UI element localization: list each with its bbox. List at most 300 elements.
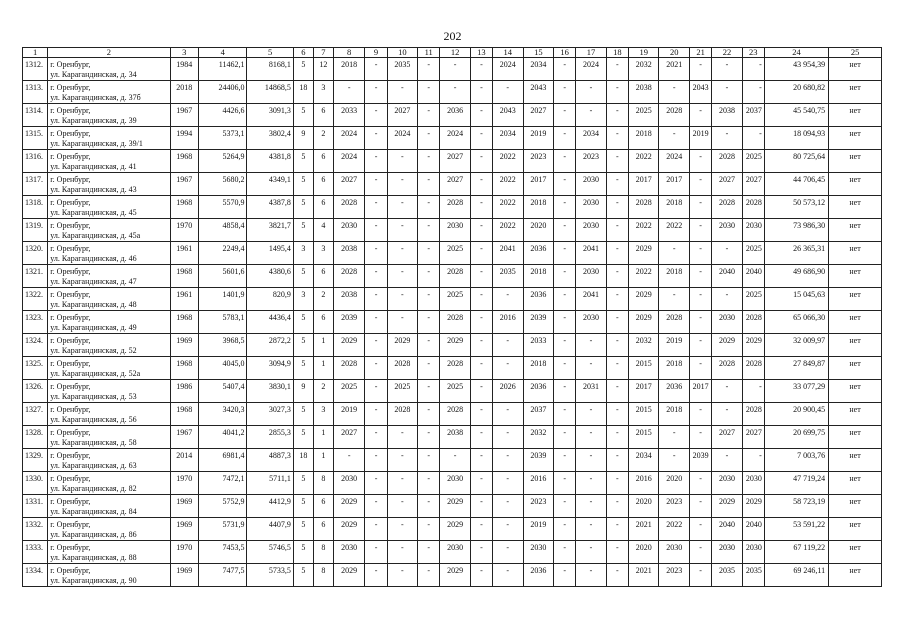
cell-col-9: - xyxy=(365,150,387,173)
cell-col-18: - xyxy=(606,495,628,518)
cell-col-25: нет xyxy=(829,81,882,104)
row-number: 1329. xyxy=(23,449,48,472)
cell-col-11: - xyxy=(418,104,440,127)
cell-col-25: нет xyxy=(829,541,882,564)
table-row xyxy=(23,219,882,242)
address-city: г. Оренбург, xyxy=(50,336,91,345)
cell-col-24: 49 686,90 xyxy=(764,265,828,288)
cell-col-14: 2016 xyxy=(492,311,523,334)
column-header: 1 xyxy=(23,48,48,58)
row-number: 1333. xyxy=(23,541,48,564)
cell-col-5: 5733,5 xyxy=(247,564,293,587)
cell-col-5: 4436,4 xyxy=(247,311,293,334)
cell-col-12: 2028 xyxy=(440,357,471,380)
cell-col-7: 6 xyxy=(313,104,333,127)
table-row xyxy=(23,311,882,334)
cell-col-20: - xyxy=(659,288,690,311)
cell-col-17: - xyxy=(576,426,607,449)
address-cell xyxy=(48,265,170,288)
cell-col-17: 2023 xyxy=(576,150,607,173)
cell-col-7: 2 xyxy=(313,127,333,150)
cell-col-6: 5 xyxy=(293,58,313,81)
address-street: ул. Карагандинская, д. 86 xyxy=(50,530,137,539)
cell-col-6: 3 xyxy=(293,288,313,311)
cell-col-23: 2030 xyxy=(742,472,764,495)
cell-col-21: - xyxy=(690,265,712,288)
cell-col-5: 4349,1 xyxy=(247,173,293,196)
address-city: г. Оренбург, xyxy=(50,474,91,483)
address-city: г. Оренбург, xyxy=(50,221,91,230)
cell-col-13: - xyxy=(470,288,492,311)
cell-col-23: - xyxy=(742,380,764,403)
table-row xyxy=(23,472,882,495)
cell-col-17: 2030 xyxy=(576,311,607,334)
cell-col-3: 1969 xyxy=(170,334,198,357)
cell-col-7: 3 xyxy=(313,242,333,265)
cell-col-25: нет xyxy=(829,357,882,380)
address-street: ул. Карагандинская, д. 82 xyxy=(50,484,137,493)
cell-col-7: 6 xyxy=(313,265,333,288)
cell-col-10: - xyxy=(387,311,418,334)
column-header: 4 xyxy=(198,48,246,58)
cell-col-25: нет xyxy=(829,564,882,587)
cell-col-10: - xyxy=(387,242,418,265)
cell-col-4: 4426,6 xyxy=(198,104,246,127)
cell-col-18: - xyxy=(606,472,628,495)
column-header: 20 xyxy=(659,48,690,58)
cell-col-24: 80 725,64 xyxy=(764,150,828,173)
row-number: 1313. xyxy=(23,81,48,104)
cell-col-15: 2036 xyxy=(523,564,554,587)
cell-col-12: 2029 xyxy=(440,495,471,518)
cell-col-24: 26 365,31 xyxy=(764,242,828,265)
cell-col-17: 2030 xyxy=(576,173,607,196)
cell-col-15: 2039 xyxy=(523,449,554,472)
address-city: г. Оренбург, xyxy=(50,566,91,575)
cell-col-25: нет xyxy=(829,426,882,449)
cell-col-10: - xyxy=(387,564,418,587)
table-row xyxy=(23,58,882,81)
cell-col-17: 2030 xyxy=(576,265,607,288)
cell-col-6: 5 xyxy=(293,334,313,357)
cell-col-3: 1967 xyxy=(170,173,198,196)
cell-col-23: 2029 xyxy=(742,495,764,518)
cell-col-12: 2030 xyxy=(440,219,471,242)
row-number: 1328. xyxy=(23,426,48,449)
cell-col-18: - xyxy=(606,334,628,357)
column-header: 11 xyxy=(418,48,440,58)
column-number-row xyxy=(23,48,882,58)
cell-col-25: нет xyxy=(829,495,882,518)
cell-col-12: 2027 xyxy=(440,173,471,196)
cell-col-19: 2025 xyxy=(628,104,659,127)
cell-col-13: - xyxy=(470,541,492,564)
cell-col-6: 9 xyxy=(293,380,313,403)
cell-col-24: 20 699,75 xyxy=(764,426,828,449)
cell-col-19: 2034 xyxy=(628,449,659,472)
address-street: ул. Карагандинская, д. 34 xyxy=(50,70,137,79)
cell-col-18: - xyxy=(606,288,628,311)
cell-col-11: - xyxy=(418,564,440,587)
cell-col-20: 2018 xyxy=(659,196,690,219)
cell-col-16: - xyxy=(554,495,576,518)
cell-col-5: 5711,1 xyxy=(247,472,293,495)
cell-col-7: 3 xyxy=(313,403,333,426)
cell-col-12: 2027 xyxy=(440,150,471,173)
table-row xyxy=(23,449,882,472)
cell-col-7: 2 xyxy=(313,288,333,311)
cell-col-4: 4041,2 xyxy=(198,426,246,449)
cell-col-21: - xyxy=(690,541,712,564)
cell-col-8: - xyxy=(333,449,365,472)
cell-col-8: 2030 xyxy=(333,219,365,242)
cell-col-10: - xyxy=(387,495,418,518)
cell-col-10: - xyxy=(387,150,418,173)
cell-col-24: 65 066,30 xyxy=(764,311,828,334)
cell-col-17: 2034 xyxy=(576,127,607,150)
cell-col-3: 1969 xyxy=(170,518,198,541)
cell-col-4: 7472,1 xyxy=(198,472,246,495)
address-cell xyxy=(48,380,170,403)
row-number: 1314. xyxy=(23,104,48,127)
cell-col-17: - xyxy=(576,449,607,472)
table-row xyxy=(23,242,882,265)
cell-col-16: - xyxy=(554,403,576,426)
cell-col-22: - xyxy=(712,242,743,265)
address-cell xyxy=(48,104,170,127)
cell-col-15: 2023 xyxy=(523,495,554,518)
cell-col-14: 2022 xyxy=(492,173,523,196)
cell-col-23: 2025 xyxy=(742,242,764,265)
row-number: 1332. xyxy=(23,518,48,541)
cell-col-20: 2028 xyxy=(659,311,690,334)
cell-col-20: 2017 xyxy=(659,173,690,196)
cell-col-18: - xyxy=(606,265,628,288)
cell-col-12: 2028 xyxy=(440,265,471,288)
cell-col-21: - xyxy=(690,472,712,495)
cell-col-3: 1968 xyxy=(170,265,198,288)
cell-col-13: - xyxy=(470,472,492,495)
address-street: ул. Карагандинская, д. 46 xyxy=(50,254,137,263)
cell-col-9: - xyxy=(365,541,387,564)
cell-col-3: 2014 xyxy=(170,449,198,472)
cell-col-11: - xyxy=(418,150,440,173)
cell-col-13: - xyxy=(470,104,492,127)
cell-col-5: 1495,4 xyxy=(247,242,293,265)
cell-col-14: - xyxy=(492,541,523,564)
cell-col-4: 7477,5 xyxy=(198,564,246,587)
cell-col-19: 2020 xyxy=(628,495,659,518)
cell-col-22: - xyxy=(712,449,743,472)
cell-col-5: 5746,5 xyxy=(247,541,293,564)
cell-col-6: 5 xyxy=(293,219,313,242)
cell-col-22: 2027 xyxy=(712,173,743,196)
row-number: 1321. xyxy=(23,265,48,288)
address-street: ул. Карагандинская, д. 48 xyxy=(50,300,137,309)
cell-col-10: - xyxy=(387,426,418,449)
cell-col-6: 5 xyxy=(293,104,313,127)
address-street: ул. Карагандинская, д. 39 xyxy=(50,116,137,125)
cell-col-12: 2038 xyxy=(440,426,471,449)
row-number: 1325. xyxy=(23,357,48,380)
cell-col-14: - xyxy=(492,288,523,311)
cell-col-19: 2015 xyxy=(628,426,659,449)
cell-col-8: 2028 xyxy=(333,265,365,288)
row-number: 1318. xyxy=(23,196,48,219)
cell-col-14: 2034 xyxy=(492,127,523,150)
capital-repair-table xyxy=(22,47,882,587)
address-cell xyxy=(48,334,170,357)
cell-col-11: - xyxy=(418,472,440,495)
cell-col-17: - xyxy=(576,472,607,495)
address-cell xyxy=(48,357,170,380)
cell-col-18: - xyxy=(606,518,628,541)
cell-col-22: - xyxy=(712,403,743,426)
cell-col-7: 1 xyxy=(313,334,333,357)
cell-col-12: 2029 xyxy=(440,518,471,541)
cell-col-20: 2018 xyxy=(659,265,690,288)
cell-col-22: 2040 xyxy=(712,518,743,541)
cell-col-14: - xyxy=(492,426,523,449)
cell-col-16: - xyxy=(554,541,576,564)
cell-col-3: 1967 xyxy=(170,104,198,127)
cell-col-19: 2017 xyxy=(628,173,659,196)
cell-col-11: - xyxy=(418,127,440,150)
cell-col-9: - xyxy=(365,426,387,449)
cell-col-24: 7 003,76 xyxy=(764,449,828,472)
cell-col-18: - xyxy=(606,311,628,334)
cell-col-14: 2022 xyxy=(492,150,523,173)
cell-col-14: 2035 xyxy=(492,265,523,288)
cell-col-3: 1968 xyxy=(170,357,198,380)
column-header: 19 xyxy=(628,48,659,58)
cell-col-14: - xyxy=(492,81,523,104)
cell-col-11: - xyxy=(418,288,440,311)
cell-col-13: - xyxy=(470,564,492,587)
cell-col-6: 18 xyxy=(293,449,313,472)
row-number: 1326. xyxy=(23,380,48,403)
cell-col-16: - xyxy=(554,311,576,334)
cell-col-15: 2019 xyxy=(523,518,554,541)
row-number: 1317. xyxy=(23,173,48,196)
table-row xyxy=(23,127,882,150)
cell-col-15: 2023 xyxy=(523,150,554,173)
cell-col-19: 2016 xyxy=(628,472,659,495)
cell-col-9: - xyxy=(365,564,387,587)
cell-col-23: 2028 xyxy=(742,403,764,426)
cell-col-13: - xyxy=(470,495,492,518)
cell-col-11: - xyxy=(418,242,440,265)
cell-col-22: - xyxy=(712,288,743,311)
address-city: г. Оренбург, xyxy=(50,520,91,529)
cell-col-23: - xyxy=(742,449,764,472)
cell-col-12: 2028 xyxy=(440,311,471,334)
cell-col-24: 18 094,93 xyxy=(764,127,828,150)
cell-col-12: - xyxy=(440,81,471,104)
cell-col-5: 4387,8 xyxy=(247,196,293,219)
cell-col-14: - xyxy=(492,334,523,357)
cell-col-15: 2018 xyxy=(523,196,554,219)
cell-col-16: - xyxy=(554,380,576,403)
column-header: 24 xyxy=(764,48,828,58)
address-street: ул. Карагандинская, д. 45 xyxy=(50,208,137,217)
cell-col-22: - xyxy=(712,58,743,81)
cell-col-7: 1 xyxy=(313,449,333,472)
column-header: 3 xyxy=(170,48,198,58)
address-city: г. Оренбург, xyxy=(50,244,91,253)
cell-col-10: - xyxy=(387,449,418,472)
cell-col-20: 2036 xyxy=(659,380,690,403)
cell-col-8: 2038 xyxy=(333,288,365,311)
cell-col-10: 2028 xyxy=(387,357,418,380)
cell-col-13: - xyxy=(470,357,492,380)
cell-col-20: - xyxy=(659,81,690,104)
cell-col-24: 69 246,11 xyxy=(764,564,828,587)
table-row xyxy=(23,173,882,196)
cell-col-3: 1986 xyxy=(170,380,198,403)
cell-col-17: 2041 xyxy=(576,242,607,265)
cell-col-4: 5783,1 xyxy=(198,311,246,334)
cell-col-6: 5 xyxy=(293,564,313,587)
cell-col-14: 2026 xyxy=(492,380,523,403)
column-header: 5 xyxy=(247,48,293,58)
address-street: ул. Карагандинская, д. 53 xyxy=(50,392,137,401)
address-city: г. Оренбург, xyxy=(50,497,91,506)
address-cell xyxy=(48,403,170,426)
cell-col-5: 14868,5 xyxy=(247,81,293,104)
cell-col-9: - xyxy=(365,265,387,288)
cell-col-11: - xyxy=(418,196,440,219)
cell-col-18: - xyxy=(606,426,628,449)
cell-col-12: 2029 xyxy=(440,334,471,357)
column-header: 25 xyxy=(829,48,882,58)
cell-col-9: - xyxy=(365,495,387,518)
cell-col-3: 1968 xyxy=(170,403,198,426)
row-number: 1331. xyxy=(23,495,48,518)
cell-col-10: - xyxy=(387,541,418,564)
address-cell xyxy=(48,311,170,334)
cell-col-3: 1968 xyxy=(170,150,198,173)
cell-col-20: 2020 xyxy=(659,472,690,495)
cell-col-18: - xyxy=(606,357,628,380)
cell-col-6: 3 xyxy=(293,242,313,265)
cell-col-13: - xyxy=(470,426,492,449)
cell-col-8: - xyxy=(333,81,365,104)
cell-col-19: 2020 xyxy=(628,541,659,564)
cell-col-18: - xyxy=(606,104,628,127)
cell-col-20: 2028 xyxy=(659,104,690,127)
cell-col-14: - xyxy=(492,564,523,587)
cell-col-7: 6 xyxy=(313,196,333,219)
cell-col-5: 3830,1 xyxy=(247,380,293,403)
cell-col-3: 1968 xyxy=(170,196,198,219)
cell-col-13: - xyxy=(470,219,492,242)
cell-col-9: - xyxy=(365,127,387,150)
cell-col-11: - xyxy=(418,426,440,449)
cell-col-15: 2036 xyxy=(523,380,554,403)
cell-col-18: - xyxy=(606,81,628,104)
cell-col-9: - xyxy=(365,219,387,242)
cell-col-18: - xyxy=(606,380,628,403)
cell-col-3: 1969 xyxy=(170,495,198,518)
cell-col-24: 33 077,29 xyxy=(764,380,828,403)
column-header: 22 xyxy=(712,48,743,58)
cell-col-21: 2019 xyxy=(690,127,712,150)
column-header: 10 xyxy=(387,48,418,58)
table-row xyxy=(23,288,882,311)
cell-col-12: 2028 xyxy=(440,196,471,219)
cell-col-19: 2032 xyxy=(628,58,659,81)
cell-col-9: - xyxy=(365,472,387,495)
cell-col-8: 2029 xyxy=(333,518,365,541)
address-city: г. Оренбург, xyxy=(50,382,91,391)
cell-col-4: 5407,4 xyxy=(198,380,246,403)
cell-col-13: - xyxy=(470,58,492,81)
cell-col-25: нет xyxy=(829,518,882,541)
table-row xyxy=(23,403,882,426)
cell-col-22: - xyxy=(712,81,743,104)
cell-col-4: 5731,9 xyxy=(198,518,246,541)
cell-col-21: - xyxy=(690,104,712,127)
cell-col-6: 18 xyxy=(293,81,313,104)
cell-col-11: - xyxy=(418,219,440,242)
cell-col-18: - xyxy=(606,219,628,242)
cell-col-10: 2027 xyxy=(387,104,418,127)
cell-col-17: 2041 xyxy=(576,288,607,311)
cell-col-4: 2249,4 xyxy=(198,242,246,265)
cell-col-10: 2035 xyxy=(387,58,418,81)
cell-col-11: - xyxy=(418,495,440,518)
address-city: г. Оренбург, xyxy=(50,428,91,437)
cell-col-4: 5373,1 xyxy=(198,127,246,150)
address-city: г. Оренбург, xyxy=(50,267,91,276)
column-header: 9 xyxy=(365,48,387,58)
cell-col-18: - xyxy=(606,173,628,196)
cell-col-23: 2035 xyxy=(742,564,764,587)
cell-col-5: 8168,1 xyxy=(247,58,293,81)
cell-col-5: 820,9 xyxy=(247,288,293,311)
cell-col-19: 2032 xyxy=(628,334,659,357)
cell-col-15: 2039 xyxy=(523,311,554,334)
cell-col-22: 2035 xyxy=(712,564,743,587)
cell-col-12: 2030 xyxy=(440,472,471,495)
row-number: 1324. xyxy=(23,334,48,357)
address-city: г. Оренбург, xyxy=(50,405,91,414)
cell-col-4: 24406,0 xyxy=(198,81,246,104)
address-cell xyxy=(48,541,170,564)
address-cell xyxy=(48,150,170,173)
table-row xyxy=(23,426,882,449)
cell-col-21: - xyxy=(690,219,712,242)
cell-col-25: нет xyxy=(829,104,882,127)
cell-col-23: 2040 xyxy=(742,518,764,541)
cell-col-8: 2027 xyxy=(333,173,365,196)
cell-col-3: 1968 xyxy=(170,311,198,334)
cell-col-24: 43 954,39 xyxy=(764,58,828,81)
cell-col-23: 2025 xyxy=(742,150,764,173)
cell-col-10: - xyxy=(387,288,418,311)
cell-col-5: 2872,2 xyxy=(247,334,293,357)
cell-col-15: 2037 xyxy=(523,403,554,426)
column-header: 17 xyxy=(576,48,607,58)
cell-col-9: - xyxy=(365,311,387,334)
address-street: ул. Карагандинская, д. 84 xyxy=(50,507,137,516)
cell-col-20: - xyxy=(659,426,690,449)
address-street: ул. Карагандинская, д. 52а xyxy=(50,369,141,378)
cell-col-20: - xyxy=(659,127,690,150)
cell-col-13: - xyxy=(470,311,492,334)
cell-col-11: - xyxy=(418,334,440,357)
